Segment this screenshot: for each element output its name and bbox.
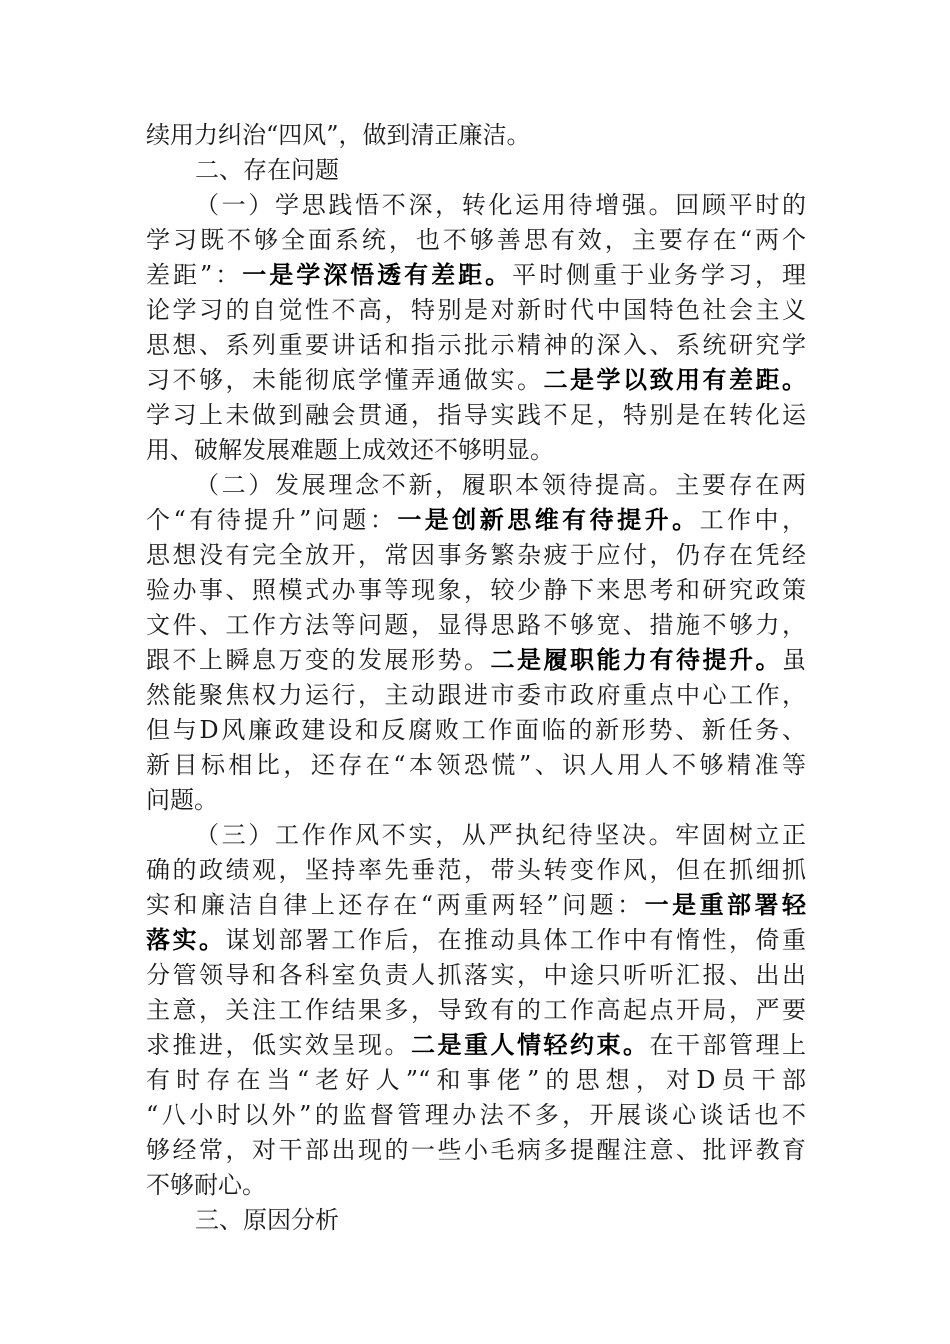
p1-line-2 — [146, 220, 806, 260]
section-heading-problems: 二、存在问题 — [195, 156, 339, 184]
p1-line-3 — [146, 255, 806, 295]
p3-line-10 — [146, 1130, 806, 1170]
p3-line-4 — [146, 920, 806, 960]
section-heading-cause-analysis: 三、原因分析 — [195, 1206, 339, 1234]
text-run: 跟不上瞬息万变的发展形势。 — [146, 646, 491, 674]
text-run: 平时侧重于业务学习，理 — [512, 261, 807, 289]
text-run: 求推进，低实效呈现。 — [146, 1031, 411, 1059]
p3-line-7 — [146, 1025, 806, 1065]
p2-line-5 — [146, 605, 806, 645]
p3-line-8 — [146, 1060, 806, 1100]
p3-line-11 — [146, 1165, 806, 1205]
p2-line-10 — [146, 780, 806, 820]
bold-text-run: 一是重部署轻 — [644, 890, 806, 919]
p2-line-3 — [146, 535, 806, 575]
bold-text-run: 落实。 — [146, 925, 226, 954]
p1-line-7 — [146, 395, 806, 435]
text-run: （一）学思践悟不深，转化运用待增强。回顾平时的 — [195, 191, 806, 219]
text-run: 够经常，对干部出现的一些小毛病多提醒注意、批评教育 — [146, 1136, 806, 1164]
text-run: 主意，关注工作结果多，导致有的工作高起点开局，严要 — [146, 996, 806, 1024]
text-run: 确的政绩观，坚持率先垂范，带头转变作风，但在抓细抓 — [146, 856, 806, 884]
text-run: 思想没有完全放开，常因事务繁杂疲于应付，仍存在凭经 — [146, 541, 806, 569]
text-run: 习不够，未能彻底学懂弄通做实。 — [146, 366, 544, 394]
p3-line-3 — [146, 885, 806, 925]
text-run: 用、破解发展难题上成效还不够明显。 — [146, 436, 554, 464]
p1-line-8 — [146, 430, 806, 470]
text-run: 有时存在当“老好人”“和事佬”的思想，对D员干部 — [146, 1066, 806, 1094]
p1-line-1 — [195, 185, 806, 225]
text-run: 分管领导和各科室负责人抓落实，中途只听听汇报、出出 — [146, 961, 806, 989]
text-run: 新目标相比，还存在“本领恐慌”、识人用人不够精准等 — [146, 751, 806, 779]
text-run: 学习既不够全面系统，也不够善思有效，主要存在“两个 — [146, 226, 806, 254]
bold-text-run: 一是创新思维有待提升。 — [397, 505, 700, 534]
p2-line-6 — [146, 640, 806, 680]
text-run: （三）工作作风不实，从严执纪待坚决。牢固树立正 — [195, 821, 806, 849]
p2-line-8 — [146, 710, 806, 750]
text-run: 续用力纠治“四风”，做到清正廉洁。 — [146, 121, 531, 149]
paragraph-continuation — [146, 115, 806, 155]
p2-line-4 — [146, 570, 806, 610]
p2-line-9 — [146, 745, 806, 785]
text-run: 学习上未做到融会贯通，指导实践不足，特别是在转化运 — [146, 401, 806, 429]
text-run: 验办事、照模式办事等现象，较少静下来思考和研究政策 — [146, 576, 806, 604]
p1-line-6 — [146, 360, 806, 400]
text-run: 问题。 — [146, 786, 218, 814]
text-run: 差距”： — [146, 261, 243, 289]
text-run: “八小时以外”的监督管理办法不多，开展谈心谈话也不 — [146, 1101, 806, 1129]
p3-line-9 — [146, 1095, 806, 1135]
p2-line-1 — [195, 465, 806, 505]
p1-line-4 — [146, 290, 806, 330]
text-run: 思想、系列重要讲话和指示批示精神的深入、系统研究学 — [146, 331, 806, 359]
p2-line-7 — [146, 675, 806, 715]
p1-line-5 — [146, 325, 806, 365]
p3-line-6 — [146, 990, 806, 1030]
p2-line-2 — [146, 500, 806, 540]
p3-line-5 — [146, 955, 806, 995]
text-run: 不够耐心。 — [146, 1171, 266, 1199]
text-run: 个“有待提升”问题： — [146, 506, 398, 534]
text-run: 然能聚焦权力运行，主动跟进市委市政府重点中心工作， — [146, 681, 806, 709]
text-run: （二）发展理念不新，履职本领待提高。主要存在两 — [195, 471, 806, 499]
text-run: 工作中， — [699, 506, 806, 534]
bold-text-run: 一是学深悟透有差距。 — [242, 260, 513, 289]
text-run: 在干部管理上 — [649, 1031, 806, 1059]
text-run: 文件、工作方法等问题，显得思路不够宽、措施不够力， — [146, 611, 806, 639]
p3-line-2 — [146, 850, 806, 890]
text-run: 但与D风廉政建设和反腐败工作面临的新形势、新任务、 — [146, 716, 806, 744]
text-run: 实和廉洁自律上还存在“两重两轻”问题： — [146, 891, 645, 919]
text-run: 谋划部署工作后，在推动具体工作中有惰性，倚重 — [225, 926, 806, 954]
text-run: 虽 — [782, 646, 806, 674]
bold-text-run: 二是履职能力有待提升。 — [490, 645, 782, 674]
bold-text-run: 二是重人情轻约束。 — [411, 1030, 650, 1059]
bold-text-run: 二是学以致用有差距。 — [543, 365, 806, 394]
text-run: 论学习的自觉性不高，特别是对新时代中国特色社会主义 — [146, 296, 806, 324]
p3-line-1 — [195, 815, 806, 855]
